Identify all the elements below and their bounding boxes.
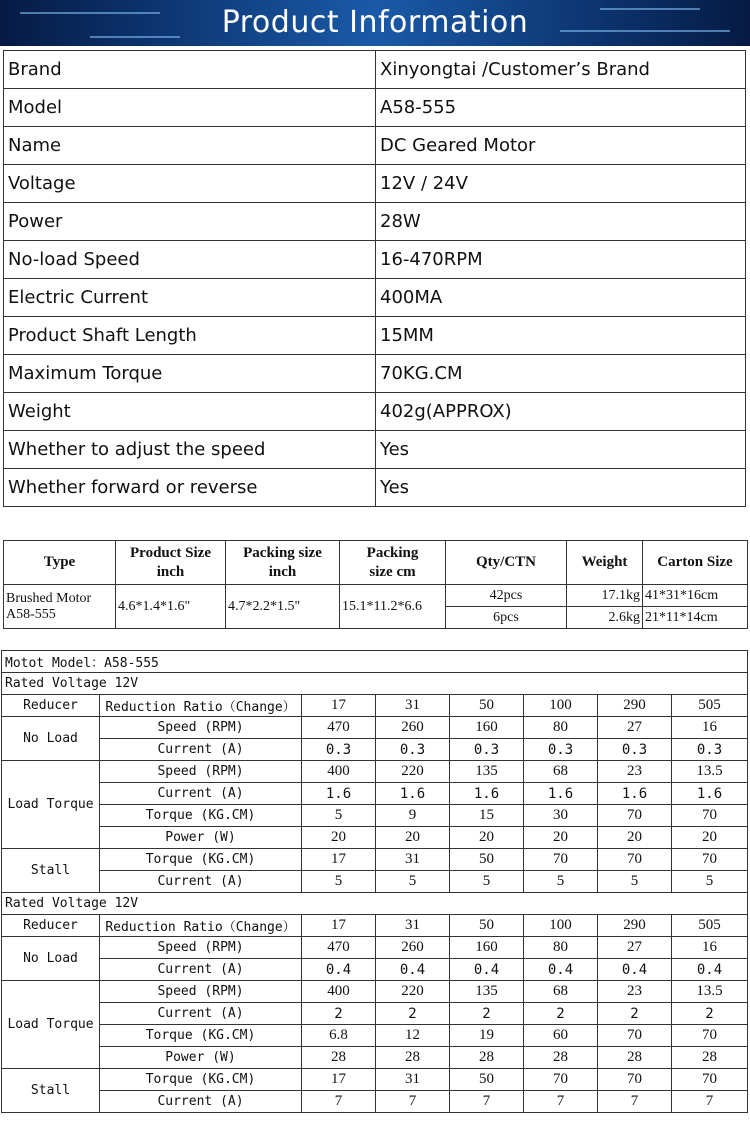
motor-value-cell: 220	[376, 761, 450, 783]
motor-value-cell: 1.6	[450, 783, 524, 805]
spec-value: 15MM	[376, 317, 746, 355]
spec-label: Voltage	[4, 165, 376, 203]
motor-value-cell: 30	[524, 805, 598, 827]
motor-value-cell: 0.3	[450, 739, 524, 761]
motor-value-cell: 1.6	[598, 783, 672, 805]
motor-value-cell: 5	[524, 871, 598, 893]
spec-row	[4, 51, 746, 89]
motor-data-row	[2, 871, 748, 893]
motor-value-cell: 1.6	[672, 783, 748, 805]
motor-param-label: Current (A)	[100, 871, 302, 893]
motor-value-cell: 31	[376, 849, 450, 871]
motor-value-cell: 23	[598, 761, 672, 783]
motor-value-cell: 5	[450, 871, 524, 893]
motor-value-cell: 70	[598, 1025, 672, 1047]
packing-qty: 6pcs	[446, 607, 567, 629]
motor-value-cell: 28	[450, 1047, 524, 1069]
motor-value-cell: 0.3	[598, 739, 672, 761]
motor-value-cell: 20	[302, 827, 376, 849]
motor-value-cell: 1.6	[524, 783, 598, 805]
packing-header-packing-inch: Packing size inch	[226, 541, 340, 585]
packing-type-cell: Brushed Motor A58-555	[4, 585, 116, 629]
motor-value-cell: 6.8	[302, 1025, 376, 1047]
motor-value-cell: 28	[376, 1047, 450, 1069]
spec-row	[4, 355, 746, 393]
spec-row	[4, 127, 746, 165]
motor-group-label: No Load	[2, 717, 100, 761]
motor-value-cell: 20	[450, 827, 524, 849]
motor-value-cell: 68	[524, 761, 598, 783]
motor-value-cell: 260	[376, 717, 450, 739]
motor-model-row	[2, 651, 748, 673]
spec-value: 400MA	[376, 279, 746, 317]
motor-data-row	[2, 717, 748, 739]
packing-header-carton: Carton Size	[643, 541, 748, 585]
motor-data-row	[2, 1025, 748, 1047]
spec-label: Weight	[4, 393, 376, 431]
header-banner	[0, 0, 750, 46]
spec-label: No-load Speed	[4, 241, 376, 279]
motor-value-cell: 290	[598, 695, 672, 717]
motor-value-cell: 28	[302, 1047, 376, 1069]
spec-value: 12V / 24V	[376, 165, 746, 203]
motor-value-cell: 13.5	[672, 981, 748, 1003]
motor-param-label: Current (A)	[100, 1091, 302, 1113]
motor-value-cell: 0.3	[376, 739, 450, 761]
motor-value-cell: 80	[524, 937, 598, 959]
spec-row	[4, 165, 746, 203]
spec-row	[4, 241, 746, 279]
motor-value-cell: 505	[672, 695, 748, 717]
motor-value-cell: 20	[524, 827, 598, 849]
spec-label: Product Shaft Length	[4, 317, 376, 355]
motor-value-cell: 20	[376, 827, 450, 849]
spec-row	[4, 89, 746, 127]
motor-value-cell: 70	[672, 1025, 748, 1047]
motor-value-cell: 0.4	[376, 959, 450, 981]
motor-value-cell: 16	[672, 717, 748, 739]
motor-value-cell: 7	[524, 1091, 598, 1113]
spec-label: Name	[4, 127, 376, 165]
spec-value: DC Geared Motor	[376, 127, 746, 165]
spec-value: A58-555	[376, 89, 746, 127]
motor-value-cell: 28	[524, 1047, 598, 1069]
motor-group-label: Load Torque	[2, 981, 100, 1069]
motor-value-cell: 5	[672, 871, 748, 893]
motor-model-label: Motot Model：A58-555	[2, 651, 748, 673]
motor-value-cell: 1.6	[302, 783, 376, 805]
spec-value: Xinyongtai /Customer’s Brand	[376, 51, 746, 89]
spec-row	[4, 431, 746, 469]
motor-data-row	[2, 761, 748, 783]
packing-header-type: Type	[4, 541, 116, 585]
motor-value-cell: 0.3	[302, 739, 376, 761]
packing-carton: 41*31*16cm	[643, 585, 748, 607]
motor-value-cell: 9	[376, 805, 450, 827]
motor-value-cell: 80	[524, 717, 598, 739]
motor-value-cell: 5	[302, 871, 376, 893]
motor-value-cell: 28	[598, 1047, 672, 1069]
spec-row	[4, 393, 746, 431]
motor-value-cell: 17	[302, 849, 376, 871]
spec-row	[4, 317, 746, 355]
motor-value-cell: 70	[598, 805, 672, 827]
packing-header-qty: Qty/CTN	[446, 541, 567, 585]
spec-label: Model	[4, 89, 376, 127]
packing-size-inch: 4.7*2.2*1.5"	[226, 585, 340, 629]
packing-weight: 17.1kg	[567, 585, 643, 607]
motor-param-label: Reduction Ratio（Change）	[100, 695, 302, 717]
motor-value-cell: 5	[302, 805, 376, 827]
motor-value-cell: 17	[302, 915, 376, 937]
motor-data-row	[2, 739, 748, 761]
motor-value-cell: 70	[672, 1069, 748, 1091]
motor-param-label: Torque (KG.CM)	[100, 1069, 302, 1091]
motor-value-cell: 31	[376, 695, 450, 717]
motor-value-cell: 60	[524, 1025, 598, 1047]
motor-param-label: Speed (RPM)	[100, 717, 302, 739]
spec-table	[3, 50, 746, 507]
motor-value-cell: 31	[376, 915, 450, 937]
motor-group-label: Load Torque	[2, 761, 100, 849]
motor-value-cell: 17	[302, 695, 376, 717]
spec-value: 16-470RPM	[376, 241, 746, 279]
motor-data-row	[2, 695, 748, 717]
packing-qty: 42pcs	[446, 585, 567, 607]
motor-value-cell: 260	[376, 937, 450, 959]
banner-title: Product Information	[221, 5, 529, 40]
motor-data-row	[2, 1047, 748, 1069]
motor-param-label: Current (A)	[100, 783, 302, 805]
motor-param-label: Current (A)	[100, 739, 302, 761]
packing-product-size: 4.6*1.4*1.6"	[116, 585, 226, 629]
motor-data-row	[2, 937, 748, 959]
motor-value-cell: 28	[672, 1047, 748, 1069]
motor-value-cell: 505	[672, 915, 748, 937]
rated-voltage-label: Rated Voltage 12V	[2, 893, 748, 915]
motor-value-cell: 19	[450, 1025, 524, 1047]
spec-label: Power	[4, 203, 376, 241]
motor-group-label: Reducer	[2, 695, 100, 717]
motor-data-row	[2, 959, 748, 981]
spec-value: 70KG.CM	[376, 355, 746, 393]
motor-group-label: Stall	[2, 849, 100, 893]
motor-value-cell: 2	[450, 1003, 524, 1025]
motor-value-cell: 470	[302, 717, 376, 739]
motor-value-cell: 23	[598, 981, 672, 1003]
motor-value-cell: 5	[376, 871, 450, 893]
motor-value-cell: 2	[524, 1003, 598, 1025]
motor-value-cell: 70	[524, 1069, 598, 1091]
motor-value-cell: 0.4	[672, 959, 748, 981]
motor-value-cell: 50	[450, 915, 524, 937]
motor-value-cell: 220	[376, 981, 450, 1003]
motor-value-cell: 135	[450, 981, 524, 1003]
motor-value-cell: 2	[376, 1003, 450, 1025]
motor-param-label: Speed (RPM)	[100, 937, 302, 959]
spec-label: Maximum Torque	[4, 355, 376, 393]
motor-data-row	[2, 981, 748, 1003]
rated-voltage-row	[2, 673, 748, 695]
spec-value: Yes	[376, 431, 746, 469]
motor-value-cell: 7	[302, 1091, 376, 1113]
motor-value-cell: 27	[598, 937, 672, 959]
motor-value-cell: 2	[672, 1003, 748, 1025]
motor-param-label: Power (W)	[100, 827, 302, 849]
motor-value-cell: 1.6	[376, 783, 450, 805]
spec-value: 28W	[376, 203, 746, 241]
motor-value-cell: 16	[672, 937, 748, 959]
motor-value-cell: 13.5	[672, 761, 748, 783]
motor-data-row	[2, 1003, 748, 1025]
rated-voltage-label: Rated Voltage 12V	[2, 673, 748, 695]
motor-data-row	[2, 1069, 748, 1091]
motor-value-cell: 100	[524, 915, 598, 937]
motor-data-row	[2, 805, 748, 827]
motor-value-cell: 0.4	[598, 959, 672, 981]
spec-label: Whether to adjust the speed	[4, 431, 376, 469]
motor-value-cell: 400	[302, 981, 376, 1003]
motor-value-cell: 15	[450, 805, 524, 827]
motor-value-cell: 50	[450, 1069, 524, 1091]
motor-value-cell: 17	[302, 1069, 376, 1091]
motor-data-row	[2, 783, 748, 805]
spec-label: Brand	[4, 51, 376, 89]
packing-size-cm: 15.1*11.2*6.6	[340, 585, 446, 629]
motor-param-label: Speed (RPM)	[100, 761, 302, 783]
motor-value-cell: 27	[598, 717, 672, 739]
spec-row	[4, 203, 746, 241]
motor-value-cell: 70	[672, 805, 748, 827]
motor-value-cell: 68	[524, 981, 598, 1003]
spec-label: Whether forward or reverse	[4, 469, 376, 507]
motor-value-cell: 12	[376, 1025, 450, 1047]
motor-value-cell: 160	[450, 717, 524, 739]
packing-weight: 2.6kg	[567, 607, 643, 629]
motor-param-label: Power (W)	[100, 1047, 302, 1069]
spec-row	[4, 279, 746, 317]
motor-value-cell: 290	[598, 915, 672, 937]
motor-value-cell: 0.4	[524, 959, 598, 981]
spec-value: Yes	[376, 469, 746, 507]
motor-value-cell: 7	[450, 1091, 524, 1113]
motor-param-label: Reduction Ratio（Change）	[100, 915, 302, 937]
motor-group-label: Reducer	[2, 915, 100, 937]
motor-param-label: Speed (RPM)	[100, 981, 302, 1003]
motor-value-cell: 7	[376, 1091, 450, 1113]
rated-voltage-row	[2, 893, 748, 915]
spec-label: Electric Current	[4, 279, 376, 317]
motor-value-cell: 100	[524, 695, 598, 717]
packing-table	[3, 540, 748, 629]
motor-value-cell: 2	[302, 1003, 376, 1025]
packing-header-packing-cm: Packing size cm	[340, 541, 446, 585]
motor-value-cell: 70	[672, 849, 748, 871]
motor-param-label: Current (A)	[100, 959, 302, 981]
motor-value-cell: 0.3	[672, 739, 748, 761]
spec-value: 402g(APPROX)	[376, 393, 746, 431]
motor-value-cell: 135	[450, 761, 524, 783]
motor-data-row	[2, 1091, 748, 1113]
motor-value-cell: 70	[598, 1069, 672, 1091]
motor-param-label: Torque (KG.CM)	[100, 805, 302, 827]
motor-group-label: No Load	[2, 937, 100, 981]
spec-row	[4, 469, 746, 507]
motor-value-cell: 20	[672, 827, 748, 849]
motor-value-cell: 70	[524, 849, 598, 871]
motor-param-label: Torque (KG.CM)	[100, 1025, 302, 1047]
motor-value-cell: 160	[450, 937, 524, 959]
motor-value-cell: 20	[598, 827, 672, 849]
motor-value-cell: 2	[598, 1003, 672, 1025]
motor-value-cell: 50	[450, 695, 524, 717]
motor-param-label: Current (A)	[100, 1003, 302, 1025]
motor-value-cell: 0.4	[450, 959, 524, 981]
motor-param-label: Torque (KG.CM)	[100, 849, 302, 871]
motor-value-cell: 7	[672, 1091, 748, 1113]
motor-data-row	[2, 849, 748, 871]
motor-value-cell: 470	[302, 937, 376, 959]
motor-value-cell: 50	[450, 849, 524, 871]
motor-data-table	[1, 650, 748, 1113]
motor-value-cell: 5	[598, 871, 672, 893]
motor-value-cell: 70	[598, 849, 672, 871]
motor-value-cell: 0.3	[524, 739, 598, 761]
packing-carton: 21*11*14cm	[643, 607, 748, 629]
motor-value-cell: 400	[302, 761, 376, 783]
motor-data-row	[2, 827, 748, 849]
motor-data-row	[2, 915, 748, 937]
motor-group-label: Stall	[2, 1069, 100, 1113]
packing-header-product-size: Product Size inch	[116, 541, 226, 585]
motor-value-cell: 31	[376, 1069, 450, 1091]
packing-header-weight: Weight	[567, 541, 643, 585]
motor-value-cell: 0.4	[302, 959, 376, 981]
motor-value-cell: 7	[598, 1091, 672, 1113]
